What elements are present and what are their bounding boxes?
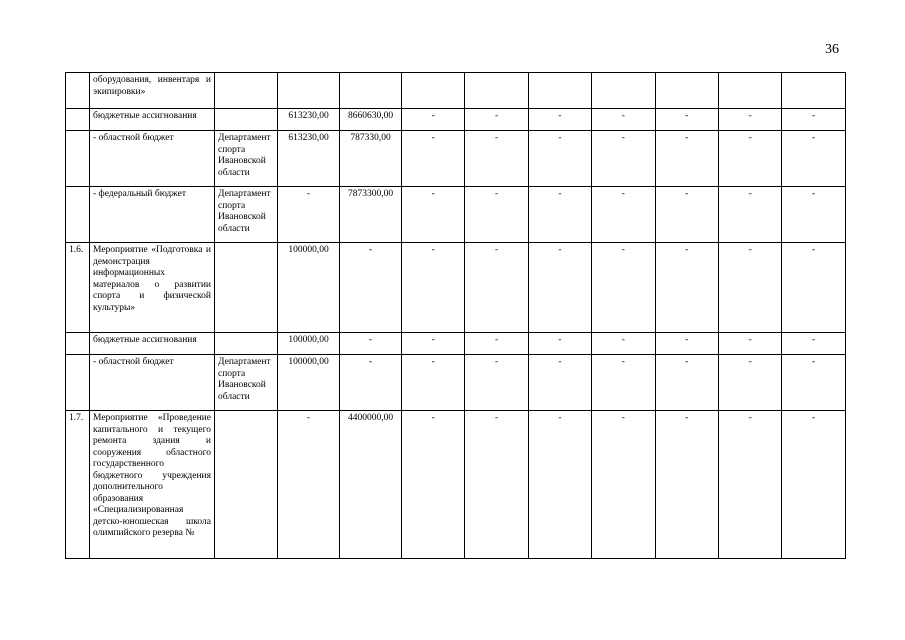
activity-name-cell: - областной бюджет [90, 355, 215, 411]
department-cell [215, 243, 278, 333]
value-cell: - [402, 355, 465, 411]
value-cell: - [402, 187, 465, 243]
value-cell [528, 73, 591, 109]
value-cell: - [528, 243, 591, 333]
value-cell: - [718, 333, 781, 355]
table-row [66, 243, 846, 333]
activity-name-cell: Мероприятие «Подготовка и демонстрация информационных материалов о развитии спорта и физической культуры» [90, 243, 215, 333]
value-cell [340, 73, 402, 109]
value-cell [465, 73, 528, 109]
value-cell: 8660630,00 [340, 109, 402, 131]
table-row [66, 131, 846, 187]
value-cell: - [465, 243, 528, 333]
value-cell: - [592, 333, 655, 355]
value-cell: - [782, 355, 845, 411]
value-cell: - [402, 411, 465, 559]
value-cell: - [465, 411, 528, 559]
value-cell: - [528, 131, 591, 187]
value-cell: - [402, 333, 465, 355]
activity-name-cell: Мероприятие «Проведение капитального и текущего ремонта здания и сооружения областного государственного бюджетного учреждения дополнительного образования «Специализированная детско-юношеская школа олимпийского резерва № [90, 411, 215, 559]
value-cell: - [402, 131, 465, 187]
value-cell: - [782, 333, 845, 355]
value-cell: - [592, 411, 655, 559]
value-cell: 7873300,00 [340, 187, 402, 243]
department-cell: Департамент спорта Ивановской области [215, 187, 278, 243]
activity-name-cell: бюджетные ассигнования [90, 333, 215, 355]
value-cell: 100000,00 [278, 333, 340, 355]
value-cell: - [782, 131, 845, 187]
table-row [66, 73, 846, 109]
activity-name-cell: бюджетные ассигнования [90, 109, 215, 131]
value-cell: - [465, 333, 528, 355]
value-cell: - [340, 355, 402, 411]
value-cell: - [402, 109, 465, 131]
value-cell: - [718, 187, 781, 243]
value-cell: - [465, 355, 528, 411]
table-row [66, 333, 846, 355]
department-cell: Департамент спорта Ивановской области [215, 131, 278, 187]
value-cell: - [465, 109, 528, 131]
row-number-cell [66, 355, 90, 411]
table-row [66, 411, 846, 559]
value-cell: 787330,00 [340, 131, 402, 187]
value-cell: - [592, 187, 655, 243]
department-cell [215, 333, 278, 355]
value-cell: 613230,00 [278, 131, 340, 187]
table-row [66, 187, 846, 243]
value-cell: - [718, 131, 781, 187]
value-cell: - [402, 243, 465, 333]
row-number-cell [66, 333, 90, 355]
value-cell: - [782, 187, 845, 243]
value-cell: - [718, 243, 781, 333]
department-cell [215, 411, 278, 559]
value-cell: - [782, 411, 845, 559]
value-cell: - [655, 187, 718, 243]
value-cell: 4400000,00 [340, 411, 402, 559]
value-cell: - [528, 411, 591, 559]
value-cell: - [655, 355, 718, 411]
activity-name-cell: - федеральный бюджет [90, 187, 215, 243]
value-cell: - [278, 411, 340, 559]
value-cell: - [655, 333, 718, 355]
value-cell: - [278, 187, 340, 243]
department-cell [215, 73, 278, 109]
row-number-cell: 1.7. [66, 411, 90, 559]
page-number: 36 [825, 42, 839, 57]
value-cell: - [592, 109, 655, 131]
value-cell [782, 73, 845, 109]
department-cell [215, 109, 278, 131]
row-number-cell: 1.6. [66, 243, 90, 333]
row-number-cell [66, 131, 90, 187]
value-cell: - [528, 109, 591, 131]
value-cell: - [655, 243, 718, 333]
value-cell: - [592, 355, 655, 411]
row-number-cell [66, 187, 90, 243]
value-cell [278, 73, 340, 109]
value-cell: - [340, 333, 402, 355]
value-cell: 100000,00 [278, 355, 340, 411]
value-cell: - [655, 411, 718, 559]
activity-name-cell: оборудования, инвентаря и экипировки» [90, 73, 215, 109]
value-cell: - [592, 243, 655, 333]
value-cell [655, 73, 718, 109]
value-cell: - [718, 355, 781, 411]
row-number-cell [66, 73, 90, 109]
value-cell: - [465, 131, 528, 187]
value-cell: 613230,00 [278, 109, 340, 131]
value-cell: - [718, 411, 781, 559]
value-cell: - [655, 131, 718, 187]
budget-table [65, 72, 846, 559]
value-cell: - [528, 333, 591, 355]
value-cell: 100000,00 [278, 243, 340, 333]
department-cell: Департамент спорта Ивановской области [215, 355, 278, 411]
value-cell: - [655, 109, 718, 131]
value-cell: - [718, 109, 781, 131]
value-cell: - [465, 187, 528, 243]
value-cell: - [528, 187, 591, 243]
activity-name-cell: - областной бюджет [90, 131, 215, 187]
value-cell: - [782, 243, 845, 333]
value-cell [718, 73, 781, 109]
row-number-cell [66, 109, 90, 131]
table-row [66, 355, 846, 411]
value-cell: - [782, 109, 845, 131]
value-cell [402, 73, 465, 109]
value-cell: - [528, 355, 591, 411]
value-cell: - [340, 243, 402, 333]
table-row [66, 109, 846, 131]
value-cell [592, 73, 655, 109]
value-cell: - [592, 131, 655, 187]
